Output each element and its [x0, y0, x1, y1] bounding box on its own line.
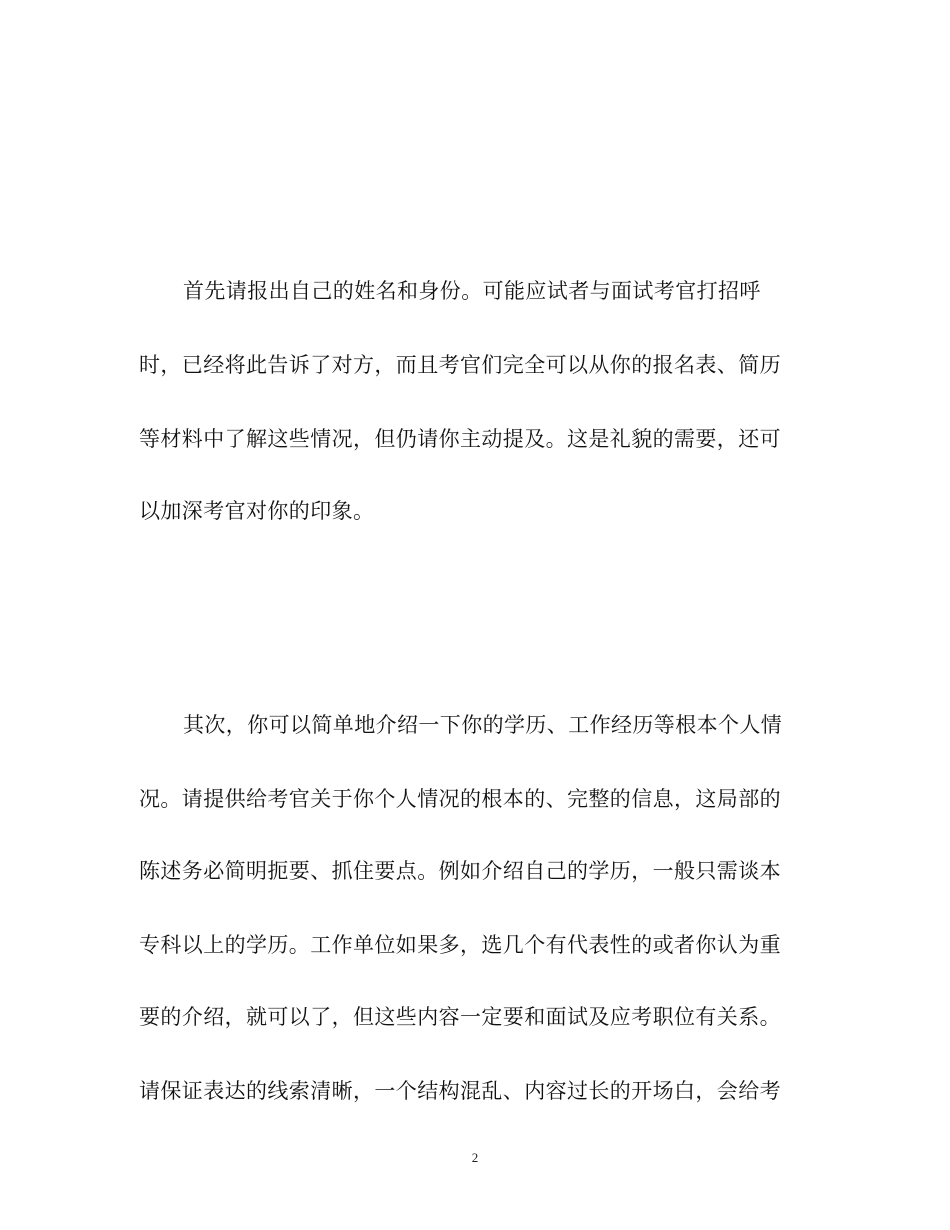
paragraph-line: 等材料中了解这些情况，但仍请你主动提及。这是礼貌的需要，还可	[139, 427, 781, 451]
paragraph-line: 要的介绍，就可以了，但这些内容一定要和面试及应考职位有关系。	[139, 1005, 781, 1029]
paragraph-line: 陈述务必简明扼要、抓住要点。例如介绍自己的学历，一般只需谈本	[139, 859, 781, 883]
paragraph-line: 时，已经将此告诉了对方，而且考官们完全可以从你的报名表、简历	[139, 353, 781, 377]
paragraph-line: 其次，你可以简单地介绍一下你的学历、工作经历等根本个人情	[183, 713, 783, 737]
paragraph-line: 首先请报出自己的姓名和身份。可能应试者与面试考官打招呼	[183, 279, 761, 303]
page-number: 2	[471, 1150, 479, 1165]
paragraph-line: 请保证表达的线索清晰，一个结构混乱、内容过长的开场白，会给考	[139, 1079, 781, 1103]
paragraph-line: 况。请提供给考官关于你个人情况的根本的、完整的信息，这局部的	[139, 787, 781, 811]
paragraph-line: 以加深考官对你的印象。	[139, 499, 375, 523]
paragraph-line: 专科以上的学历。工作单位如果多，选几个有代表性的或者你认为重	[139, 933, 781, 957]
